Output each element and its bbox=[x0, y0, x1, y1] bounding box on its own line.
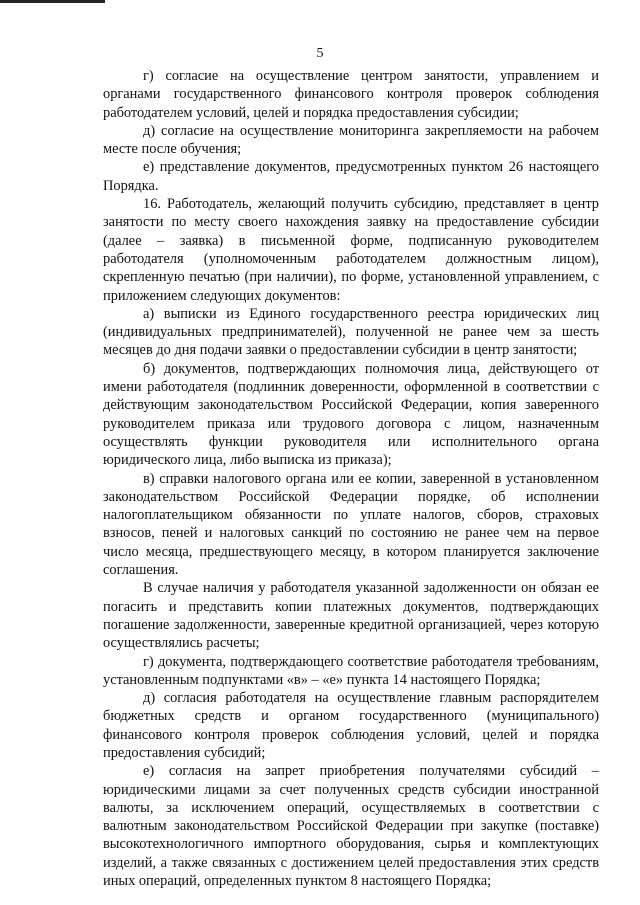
paragraph-item-b-authority-documents: б) документов, подтверждающих полномочия лица, действующего от имени работодателя (подлинник доверенности, оформленной в соответствии с действующим законодательством Российской Федерации, копия заверенного руководителем приказа или трудового договора с лицом, назначенным осуществлять функции руководителя или исполнительного органа юридического лица, либо выписка из приказа); bbox=[103, 360, 599, 469]
page-number: 5 bbox=[316, 46, 324, 61]
paragraph-consent-monitoring: д) согласие на осуществление мониторинга закрепляемости на рабочем месте после обучения; bbox=[103, 122, 599, 158]
paragraph-consent-inspection: г) согласие на осуществление центром занятости, управлением и органами государственного финансового контроля проверок соблюдения работодателем условий, целей и порядка предоставления субсидии; bbox=[103, 68, 599, 121]
paragraph-item-v-tax-certificate: в) справки налогового органа или ее копии, заверенной в установленном законодательством Российской Федерации порядке, об исполнении налогоплательщиком обязанности по уплате налогов, сборов, страховых взносов, пеней и налоговых санкций по состоянию не ранее чем на первое число месяца, предшествующего месяцу, в котором планируется заключение соглашения. bbox=[103, 470, 599, 579]
paragraph-item-a-registry-extract: а) выписки из Единого государственного реестра юридических лиц (индивидуальных предпринимателей), полученной не ранее чем за шесть месяцев до дня подачи заявки о предоставлении субсидии в центр занятости; bbox=[103, 305, 599, 359]
paragraph-debt-repayment: В случае наличия у работодателя указанной задолженности он обязан ее погасить и представить копии платежных документов, подтверждающих погашение задолженности, заверенные кредитной организацией, через которую осуществлялись расчеты; bbox=[103, 580, 599, 652]
paragraph-documents-item-26: е) представление документов, предусмотренных пунктом 26 настоящего Порядка. bbox=[103, 159, 599, 194]
paragraph-item-e-currency-ban: е) согласия на запрет приобретения получателями субсидий – юридическими лицами за счет полученных средств субсидии иностранной валюты, за исключением операций, осуществляемых в соответствии с валютным законодательством Российской Федерации при закупке (поставке) высокотехнологичного импортного оборудования, сырья и комплектующих изделий, а также связанных с достижением целей предоставления этих средств иных операций, определенных пунктом 8 настоящего Порядка; bbox=[103, 763, 599, 890]
paragraph-item-g-compliance-document: г) документа, подтверждающего соответствие работодателя требованиям, установленным подпунктами «в» – «е» пункта 14 настоящего Порядка; bbox=[103, 653, 599, 688]
paragraph-item-d-consent-control: д) согласия работодателя на осуществление главным распорядителем бюджетных средств и органом государственного (муниципального) финансового контроля проверок соблюдения условий, целей и порядка предоставления субсидий; bbox=[103, 690, 599, 761]
top-rule-line bbox=[0, 0, 105, 3]
document-body bbox=[103, 67, 599, 890]
paragraph-section-16: 16. Работодатель, желающий получить субсидию, представляет в центр занятости по месту своего нахождения заявку на предоставление субсидии (далее – заявка) в письменной форме, подписанную руководителем работодателя (уполномоченным работодателем должностным лицом), скрепленную печатью (при наличии), по форме, установленной управлением, с приложением следующих документов: bbox=[103, 196, 599, 304]
